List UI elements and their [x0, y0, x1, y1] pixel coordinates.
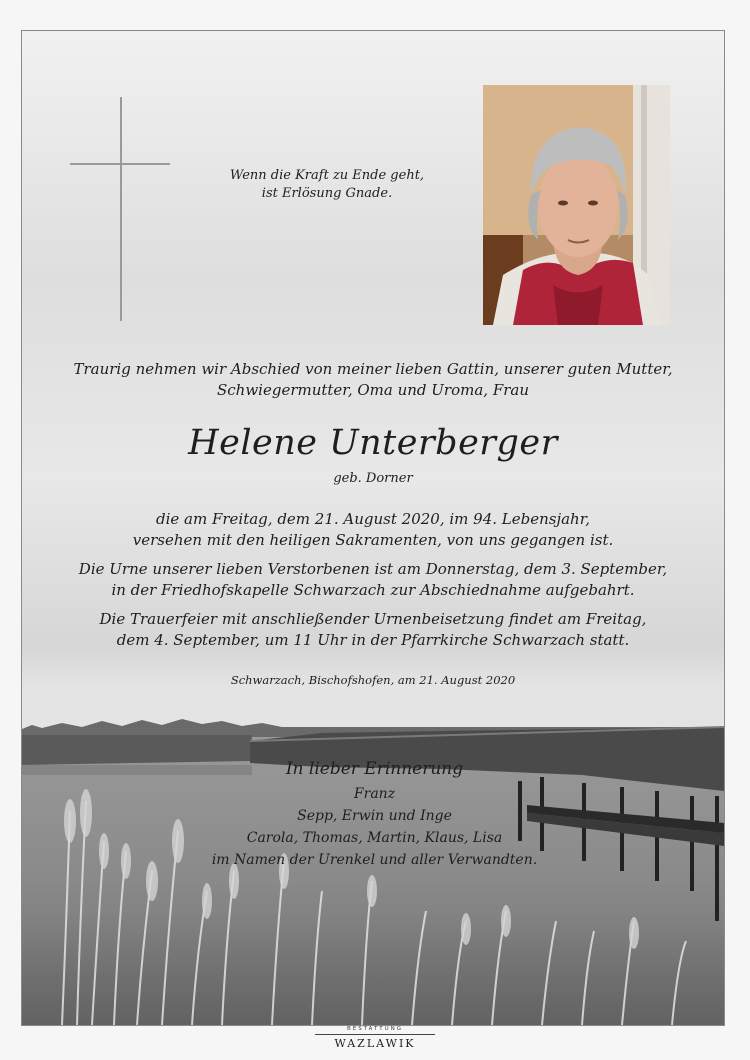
intro-line: Traurig nehmen wir Abschied von meiner lieben Gattin, unserer guten Mutter,: [73, 360, 673, 378]
funeral-home-logo: [0, 1026, 750, 1050]
mourner-line: Sepp, Erwin und Inge: [297, 808, 452, 824]
urn-line: Die Urne unserer lieben Verstorbenen ist am Donnerstag, dem 3. September,: [78, 560, 668, 578]
logo-brand: WAZLAWIK: [334, 1037, 416, 1050]
death-line: versehen mit den heiligen Sakramenten, von uns gegangen ist.: [132, 531, 614, 549]
quote-line: ist Erlösung Gnade.: [261, 186, 393, 201]
place-date: Schwarzach, Bischofshofen, am 21. August 2020: [230, 673, 516, 687]
announcement-intro: [22, 359, 724, 401]
funeral-line: Die Trauerfeier mit anschließender Urnenbeisetzung findet am Freitag,: [99, 610, 647, 628]
mourners-list: [22, 783, 725, 871]
urn-notice: [22, 559, 724, 601]
portrait-photo: [483, 85, 670, 325]
obituary-card: [21, 30, 725, 1026]
funeral-line: dem 4. September, um 11 Uhr in der Pfarrkirche Schwarzach statt.: [116, 631, 630, 649]
maiden-name: geb. Dorner: [333, 471, 413, 486]
intro-line: Schwiegermutter, Oma und Uroma, Frau: [216, 381, 530, 399]
cross-icon: [70, 97, 170, 321]
urn-line: in der Friedhofskapelle Schwarzach zur Abschiednahme aufgebahrt.: [111, 581, 635, 599]
mourner-line: Carola, Thomas, Martin, Klaus, Lisa: [246, 830, 503, 846]
quote: [212, 167, 442, 203]
funeral-notice: [22, 609, 724, 651]
mourner-line: Franz: [353, 786, 396, 802]
death-notice: [22, 509, 724, 551]
logo-subtitle: BESTATTUNG: [346, 1026, 404, 1032]
logo-divider: [315, 1034, 435, 1035]
memory-title: In lieber Erinnerung: [285, 759, 464, 779]
mourner-line: im Namen der Urenkel und aller Verwandten.: [211, 852, 538, 868]
quote-line: Wenn die Kraft zu Ende geht,: [229, 168, 425, 183]
deceased-name: Helene Unterberger: [188, 423, 558, 463]
death-line: die am Freitag, dem 21. August 2020, im 94. Lebensjahr,: [155, 510, 591, 528]
